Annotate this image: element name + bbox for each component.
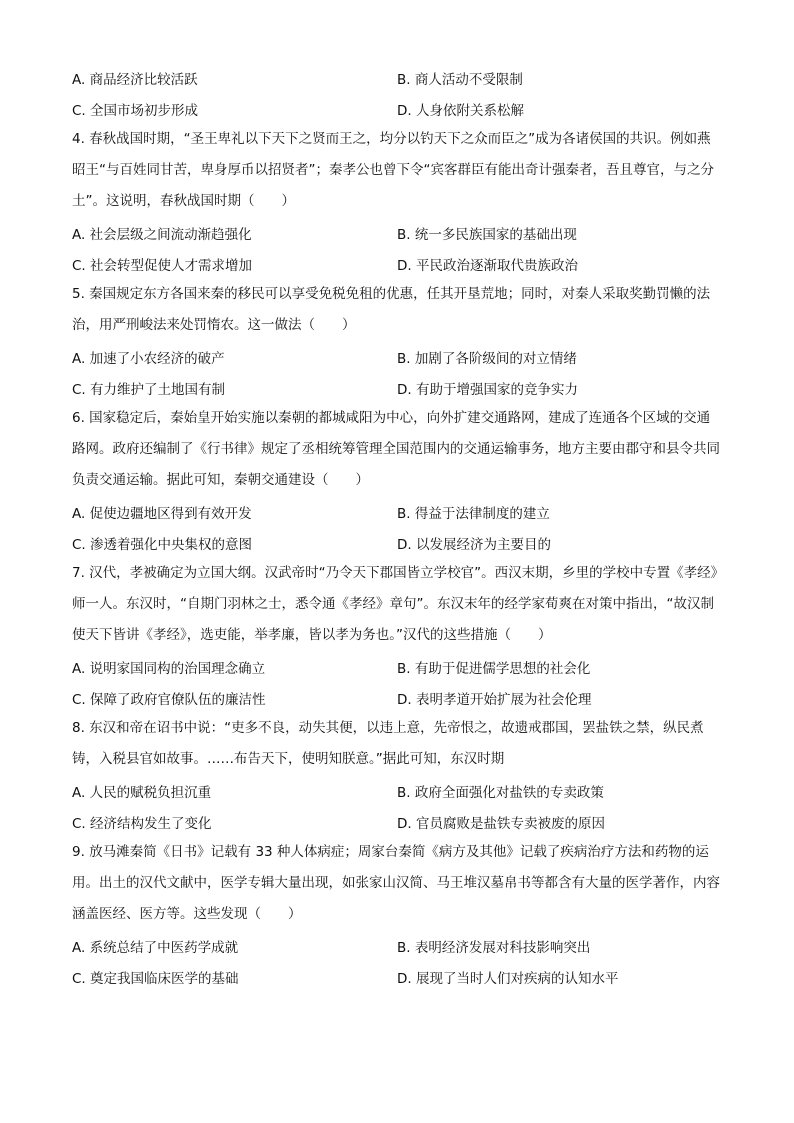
option-row [72,217,722,248]
option-b: B. 统一多民族国家的基础出现 [397,226,577,243]
option-c: C. 经济结构发生了变化 [72,815,212,832]
option-b: B. 表明经济发展对科技影响突出 [397,939,591,956]
question-stem: 6. 国家稳定后，秦始皇开始实施以秦朝的都城咸阳为中心，向外扩建交通路网，建成了连通各个区域的交通路网。政府还编制了《行书律》规定了丞相统筹管理全国范围内的交通运输事务，地方主要由郡守和县令共同负责交通运输。据此可知，秦朝交通建设（ ） [72,410,720,488]
option-d: D. 表明孝道开始扩展为社会伦理 [397,691,592,708]
question-8 [72,713,722,837]
option-b: B. 商人活动不受限制 [397,71,523,88]
question-stem: 4. 春秋战国时期，“圣王卑礼以下天下之贤而王之，均分以钓天下之众而臣之”成为各诸侯国的共识。例如燕昭王“与百姓同甘苦，卑身厚币以招贤者”；秦孝公也曾下令“宾客群臣有能出奇计强秦者，吾且尊官，与之分土”。这说明，春秋战国时期（ ） [72,131,714,209]
option-row [72,341,722,372]
question-stem: 7. 汉代，孝被确定为立国大纲。汉武帝时“乃令天下郡国皆立学校官”。西汉末期，乡里的学校中专置《孝经》师一人。东汉时，“自期门羽林之士，悉令通《孝经》章句”。东汉末年的经学家荀爽在对策中指出，“故汉制使天下皆讲《孝经》，选吏能，举孝廉，皆以孝为务也。”汉代的这些措施（ ） [72,565,718,643]
question-stem: 8. 东汉和帝在诏书中说：“吏多不良，动失其便，以违上意，先帝恨之，故遗戒郡国，罢盐铁之禁，纵民煮铸，入税县官如故事。……布告天下，使明知朕意。”据此可知，东汉时期 [72,720,704,767]
option-d: D. 有助于增强国家的竞争实力 [397,381,578,398]
option-row [72,651,722,682]
exam-page [72,62,722,992]
option-row [72,496,722,527]
option-a: A. 加速了小农经济的破产 [72,350,225,367]
question-stem: 5. 秦国规定东方各国来秦的移民可以享受免税免租的优惠，任其开垦荒地；同时，对秦人采取奖勤罚懒的法治，用严刑峻法来处罚惰农。这一做法（ ） [72,286,711,333]
option-a: A. 促使边疆地区得到有效开发 [72,505,252,522]
question-stem: 9. 放马滩秦简《日书》记载有 33 种人体病症；周家台秦简《病方及其他》记载了疾病治疗方法和药物的运用。出土的汉代文献中，医学专辑大量出现，如张家山汉简、马王堆汉墓帛书等都含有大量的医学著作，内容涵盖医经、医方等。这些发现（ ） [72,844,720,922]
option-a: A. 系统总结了中医药学成就 [72,939,239,956]
option-row [72,62,722,93]
question-4 [72,124,722,279]
question-9 [72,837,722,992]
option-a: A. 人民的赋税负担沉重 [72,784,212,801]
option-row [72,682,722,713]
option-d: D. 以发展经济为主要目的 [397,536,551,553]
option-row [72,93,722,124]
option-b: B. 加剧了各阶级间的对立情绪 [397,350,577,367]
option-row [72,961,722,992]
option-d: D. 展现了当时人们对疾病的认知水平 [397,970,619,987]
option-c: C. 有力维护了土地国有制 [72,381,226,398]
option-b: B. 政府全面强化对盐铁的专卖政策 [397,784,604,801]
question-7 [72,558,722,713]
option-c: C. 社会转型促使人才需求增加 [72,257,253,274]
option-row [72,248,722,279]
option-a: A. 商品经济比较活跃 [72,71,198,88]
question-6 [72,403,722,558]
option-c: C. 奠定我国临床医学的基础 [72,970,239,987]
option-c: C. 全国市场初步形成 [72,102,199,119]
option-d: D. 官员腐败是盐铁专卖被废的原因 [397,815,605,832]
option-a: A. 社会层级之间流动渐趋强化 [72,226,252,243]
option-row [72,806,722,837]
option-row [72,775,722,806]
option-c: C. 保障了政府官僚队伍的廉洁性 [72,691,266,708]
option-row [72,372,722,403]
option-b: B. 有助于促进儒学思想的社会化 [397,660,591,677]
option-row [72,930,722,961]
question-5 [72,279,722,403]
option-d: D. 人身依附关系松解 [397,102,524,119]
option-d: D. 平民政治逐渐取代贵族政治 [397,257,578,274]
option-a: A. 说明家国同构的治国理念确立 [72,660,266,677]
option-b: B. 得益于法律制度的建立 [397,505,550,522]
option-row [72,527,722,558]
pre-options [72,62,722,124]
option-c: C. 渗透着强化中央集权的意图 [72,536,253,553]
